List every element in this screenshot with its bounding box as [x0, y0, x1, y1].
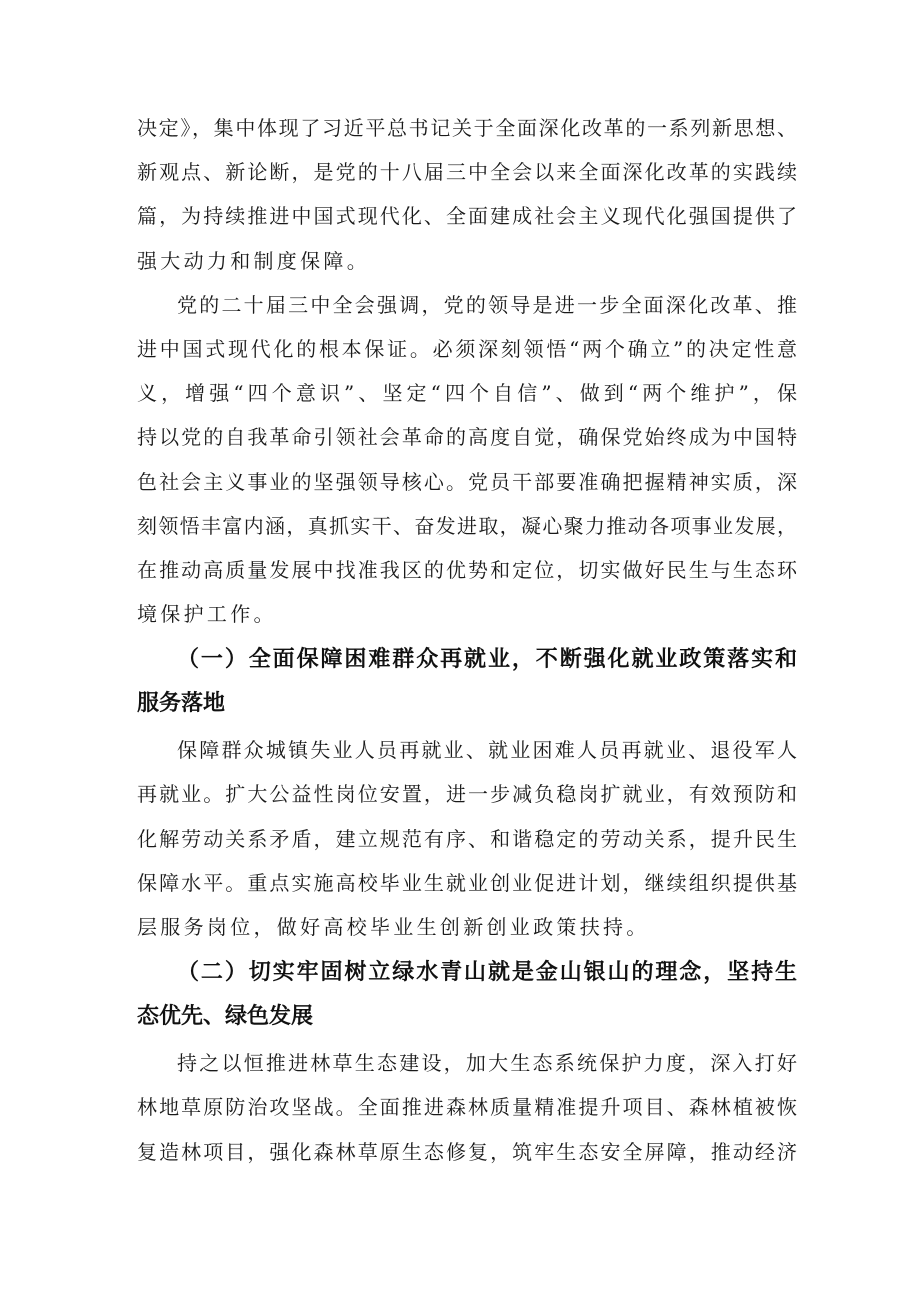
text-line: 再就业。扩大公益性岗位安置，进一步减负稳岗扩就业，有效预防和 — [137, 782, 797, 807]
paragraph — [137, 283, 797, 637]
text-line: 进中国式现代化的根本保证。必须深刻领悟“两个确立”的决定性意 — [137, 336, 797, 361]
text-line: 义，增强“四个意识”、坚定“四个自信”、做到“两个维护”，保 — [137, 381, 797, 406]
text-line: 色社会主义事业的坚强领导核心。党员干部要准确把握精神实质，深 — [137, 469, 797, 494]
heading-line: 态优先、绿色发展 — [137, 1004, 314, 1030]
text-line: 刻领悟丰富内涵，真抓实干、奋发进取，凝心聚力推动各项事业发展， — [137, 513, 797, 538]
text-line: 复造林项目，强化森林草原生态修复，筑牢生态安全屏障，推动经济 — [137, 1139, 797, 1164]
document-page — [137, 106, 797, 1174]
section-heading — [137, 638, 797, 726]
text-line: 持之以恒推进林草生态建设，加大生态系统保护力度，深入打好 — [177, 1051, 797, 1076]
heading-line: （一）全面保障困难群众再就业，不断强化就业政策落实和 — [177, 647, 797, 673]
heading-line: 服务落地 — [137, 691, 226, 717]
heading-line: （二）切实牢固树立绿水青山就是金山银山的理念，坚持生 — [177, 960, 797, 986]
text-line: 保障水平。重点实施高校毕业生就业创业促进计划，继续组织提供基 — [137, 870, 797, 895]
text-line: 新观点、新论断，是党的十八届三中全会以来全面深化改革的实践续 — [137, 160, 797, 185]
text-line: 化解劳动关系矛盾，建立规范有序、和谐稳定的劳动关系，提升民生 — [137, 826, 797, 851]
paragraph — [137, 1041, 797, 1174]
text-line: 境保护工作。 — [137, 602, 277, 627]
text-line: 持以党的自我革命引领社会革命的高度自觉，确保党始终成为中国特 — [137, 425, 797, 450]
paragraph — [137, 106, 797, 283]
text-line: 强大动力和制度保障。 — [137, 248, 370, 273]
text-line: 保障群众城镇失业人员再就业、就业困难人员再就业、退役军人 — [177, 738, 797, 763]
text-line: 党的二十届三中全会强调，党的领导是进一步全面深化改革、推 — [177, 292, 797, 317]
text-line: 决定》，集中体现了习近平总书记关于全面深化改革的一系列新思想、 — [137, 116, 797, 140]
section-heading — [137, 951, 797, 1039]
text-line: 在推动高质量发展中找准我区的优势和定位，切实做好民生与生态环 — [137, 557, 797, 582]
text-line: 篇，为持续推进中国式现代化、全面建成社会主义现代化强国提供了 — [137, 204, 797, 229]
text-line: 林地草原防治攻坚战。全面推进森林质量精准提升项目、森林植被恢 — [137, 1095, 797, 1120]
text-line: 层服务岗位，做好高校毕业生创新创业政策扶持。 — [137, 915, 650, 939]
paragraph — [137, 728, 797, 949]
